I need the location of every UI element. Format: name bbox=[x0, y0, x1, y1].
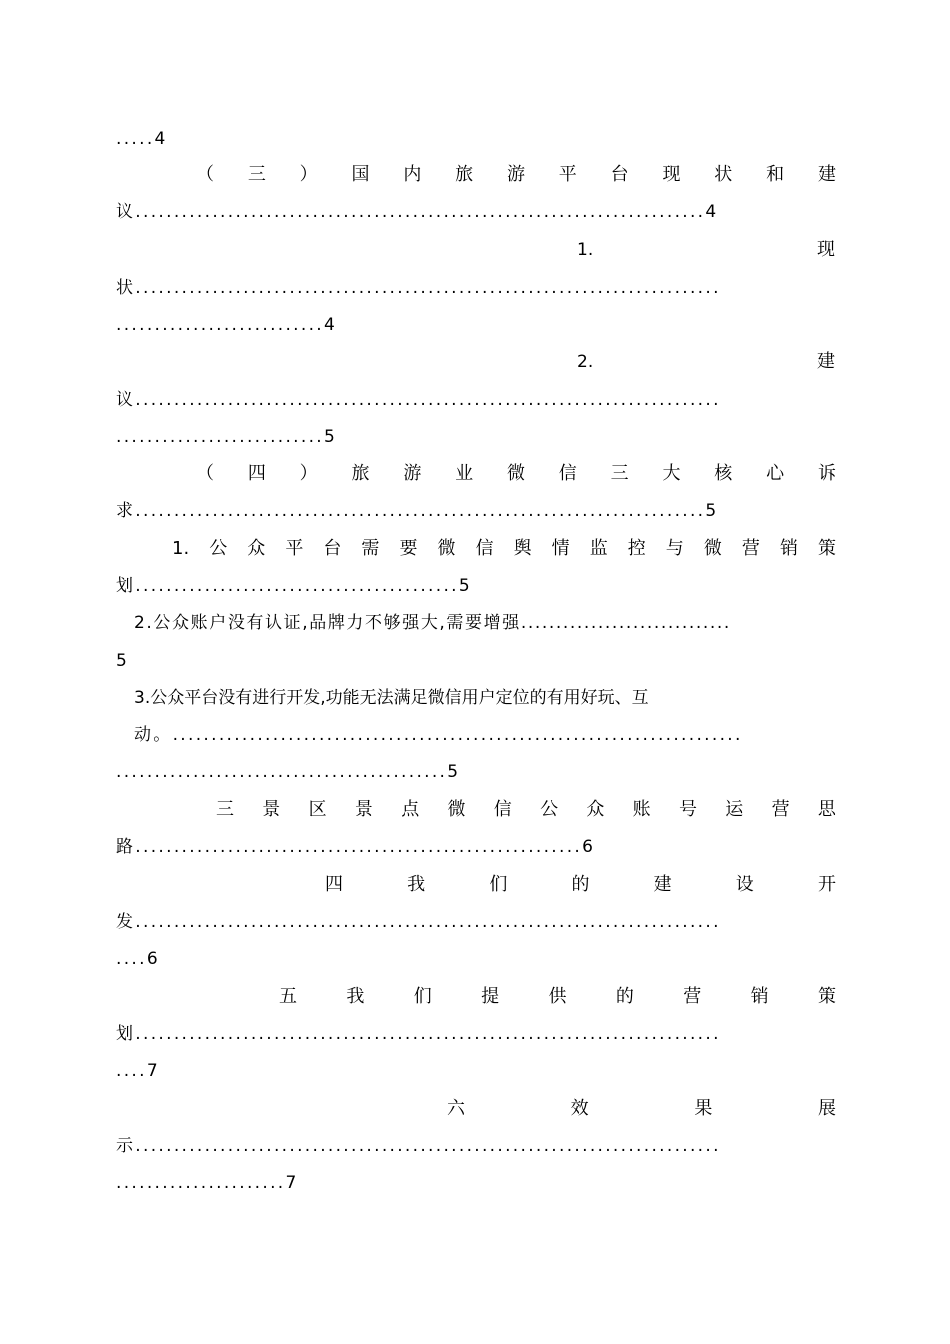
toc-line-5: 状............................................................................ bbox=[116, 278, 721, 298]
toc-char: 的 bbox=[615, 986, 634, 1007]
toc-char: 营 bbox=[683, 986, 702, 1007]
toc-char: 微 bbox=[437, 538, 456, 559]
toc-char: 台 bbox=[610, 164, 629, 185]
toc-char: 大 bbox=[662, 463, 681, 484]
toc-char: 公 bbox=[209, 538, 228, 559]
toc-char: 提 bbox=[481, 986, 500, 1007]
toc-char: 思 bbox=[817, 799, 836, 820]
toc-char: 台 bbox=[323, 538, 342, 559]
toc-entry-4-3[interactable]: 3.公众平台没有进行开发,功能无法满足微信用户定位的有用好玩、互 bbox=[134, 688, 649, 708]
toc-char: 运 bbox=[725, 799, 744, 820]
toc-char: 号 bbox=[678, 799, 697, 820]
toc-char: 策 bbox=[818, 986, 836, 1007]
toc-entry-4-2[interactable]: 2.公众账户没有认证,品牌力不够强大,需要增强.............................. bbox=[134, 613, 731, 633]
toc-char: 监 bbox=[589, 538, 608, 559]
toc-line-26: ....7 bbox=[116, 1061, 160, 1081]
toc-char: 建 bbox=[817, 164, 836, 185]
toc-char: 要 bbox=[399, 538, 418, 559]
toc-char: 建 bbox=[653, 874, 672, 895]
toc-char: 们 bbox=[489, 874, 508, 895]
toc-char: 1. bbox=[172, 538, 190, 559]
toc-char: 平 bbox=[285, 538, 304, 559]
toc-char: 六 bbox=[447, 1098, 465, 1119]
toc-char: 四 bbox=[325, 874, 343, 895]
toc-char: 账 bbox=[632, 799, 651, 820]
toc-char: 内 bbox=[403, 164, 422, 185]
toc-char: 营 bbox=[741, 538, 760, 559]
toc-line-28: 示............................................................................ bbox=[116, 1136, 721, 1156]
toc-char: 销 bbox=[779, 538, 798, 559]
toc-char: 旅 bbox=[351, 463, 370, 484]
toc-char: 需 bbox=[361, 538, 380, 559]
toc-subitem-number: 1. bbox=[577, 240, 594, 260]
toc-char: 微 bbox=[506, 463, 525, 484]
toc-char: 微 bbox=[447, 799, 466, 820]
toc-char: 销 bbox=[750, 986, 769, 1007]
toc-char: 景 bbox=[354, 799, 373, 820]
toc-entry-chapter-5[interactable] bbox=[279, 986, 836, 1008]
toc-char: 我 bbox=[346, 986, 365, 1007]
toc-char: 开 bbox=[817, 874, 836, 895]
toc-char: 策 bbox=[817, 538, 836, 559]
toc-subitem-number: 2. bbox=[577, 352, 594, 372]
toc-line-9: ...........................5 bbox=[116, 427, 338, 447]
toc-char: ） bbox=[299, 463, 318, 484]
toc-char: 们 bbox=[413, 986, 432, 1007]
toc-char: 点 bbox=[401, 799, 420, 820]
toc-line-8: 议............................................................................ bbox=[116, 390, 721, 410]
toc-char: 与 bbox=[665, 538, 684, 559]
toc-char: ） bbox=[299, 164, 318, 185]
toc-subitem-word[interactable]: 建 bbox=[817, 351, 835, 372]
toc-entry-chapter-3[interactable] bbox=[216, 799, 836, 821]
toc-subitem-word[interactable]: 现 bbox=[817, 239, 835, 260]
toc-char: 信 bbox=[475, 538, 494, 559]
toc-char: 核 bbox=[714, 463, 733, 484]
toc-line-11: 求..........................................................................5 bbox=[116, 501, 719, 521]
toc-line-25: 划............................................................................ bbox=[116, 1024, 721, 1044]
toc-line-23: ....6 bbox=[116, 949, 160, 969]
toc-char: 心 bbox=[766, 463, 785, 484]
toc-char: 国 bbox=[351, 164, 370, 185]
toc-line-3: 议..........................................................................4 bbox=[116, 202, 719, 222]
toc-entry-section-3[interactable] bbox=[196, 164, 836, 186]
toc-char: 效 bbox=[570, 1098, 589, 1119]
toc-char: 景 bbox=[262, 799, 281, 820]
toc-char: 信 bbox=[558, 463, 577, 484]
toc-entry-4-1[interactable] bbox=[172, 538, 836, 560]
toc-char: 微 bbox=[703, 538, 722, 559]
toc-line-29: ......................7 bbox=[116, 1173, 299, 1193]
toc-char: （ bbox=[196, 164, 214, 185]
toc-line-13: 划..........................................5 bbox=[116, 576, 472, 596]
toc-line-22: 发............................................................................ bbox=[116, 912, 721, 932]
toc-line-1: .....4 bbox=[116, 129, 168, 149]
toc-char: （ bbox=[196, 463, 214, 484]
toc-page-number: 5 bbox=[116, 651, 127, 671]
toc-char: 五 bbox=[279, 986, 297, 1007]
toc-char: 设 bbox=[735, 874, 754, 895]
toc-char: 众 bbox=[247, 538, 266, 559]
toc-char: 三 bbox=[247, 164, 266, 185]
toc-char: 营 bbox=[771, 799, 790, 820]
toc-char: 业 bbox=[455, 463, 474, 484]
toc-char: 游 bbox=[506, 164, 525, 185]
toc-entry-chapter-4[interactable] bbox=[325, 874, 836, 896]
toc-line-6: ...........................4 bbox=[116, 315, 338, 335]
toc-char: 和 bbox=[766, 164, 785, 185]
toc-char: 果 bbox=[694, 1098, 713, 1119]
toc-char: 情 bbox=[551, 538, 570, 559]
toc-char: 我 bbox=[407, 874, 426, 895]
toc-line-18: ...........................................5 bbox=[116, 762, 461, 782]
toc-char: 三 bbox=[216, 799, 234, 820]
toc-char: 众 bbox=[586, 799, 605, 820]
toc-char: 的 bbox=[571, 874, 590, 895]
toc-char: 游 bbox=[403, 463, 422, 484]
toc-entry-section-4[interactable] bbox=[196, 463, 836, 485]
toc-char: 信 bbox=[493, 799, 512, 820]
toc-char: 区 bbox=[308, 799, 327, 820]
toc-char: 舆 bbox=[513, 538, 532, 559]
toc-char: 诉 bbox=[817, 463, 836, 484]
toc-char: 四 bbox=[247, 463, 266, 484]
toc-char: 供 bbox=[548, 986, 567, 1007]
toc-char: 平 bbox=[558, 164, 577, 185]
toc-char: 旅 bbox=[455, 164, 474, 185]
toc-line-20: 路..........................................................6 bbox=[116, 837, 596, 857]
toc-char: 公 bbox=[540, 799, 559, 820]
toc-char: 展 bbox=[817, 1098, 836, 1119]
toc-char: 三 bbox=[610, 463, 629, 484]
toc-char: 现 bbox=[662, 164, 681, 185]
toc-line-17: 动。.......................................................................... bbox=[134, 725, 743, 745]
toc-char: 状 bbox=[714, 164, 733, 185]
toc-entry-chapter-6[interactable] bbox=[447, 1098, 836, 1120]
toc-char: 控 bbox=[627, 538, 646, 559]
